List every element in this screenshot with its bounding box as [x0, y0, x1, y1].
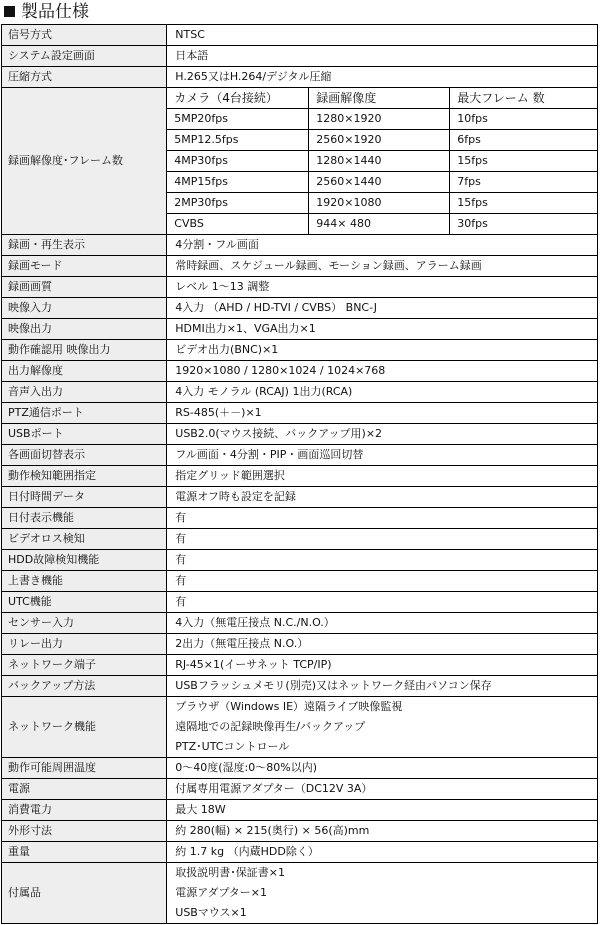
spec-label: UTC機能 [2, 592, 167, 613]
spec-label: 重量 [2, 842, 167, 863]
spec-label: 映像出力 [2, 319, 167, 340]
spec-row [2, 340, 598, 361]
spec-value: 最大 18W [167, 800, 598, 821]
spec-value: 有 [167, 529, 598, 550]
framerate-cell: 1920×1080 [309, 193, 450, 214]
spec-label: ネットワーク端子 [2, 655, 167, 676]
spec-row [2, 319, 598, 340]
spec-value: RS-485(＋－)×1 [167, 403, 598, 424]
spec-label: PTZ通信ポート [2, 403, 167, 424]
framerate-cell: 30fps [457, 217, 488, 230]
spec-value: 電源オフ時も設定を記録 [167, 487, 598, 508]
spec-row [2, 361, 598, 382]
spec-label: 録画画質 [2, 277, 167, 298]
spec-label: 出力解像度 [2, 361, 167, 382]
spec-value: 指定グリッド範囲選択 [167, 466, 598, 487]
spec-row [2, 571, 598, 592]
spec-row [2, 256, 598, 277]
spec-label: 動作確認用 映像出力 [2, 340, 167, 361]
spec-row [2, 235, 598, 256]
spec-label: 映像入力 [2, 298, 167, 319]
spec-label: 動作検知範囲指定 [2, 466, 167, 487]
spec-label: ビデオロス検知 [2, 529, 167, 550]
framerate-row [167, 193, 597, 214]
spec-label: USBポート [2, 424, 167, 445]
spec-label: 日付表示機能 [2, 508, 167, 529]
spec-value: NTSC [167, 25, 598, 46]
spec-value: レベル 1～13 調整 [167, 277, 598, 298]
spec-label: 外形寸法 [2, 821, 167, 842]
framerate-row [167, 214, 597, 235]
spec-value: 常時録画、スケジュール録画、モーション録画、アラーム録画 [167, 256, 598, 277]
spec-value: 付属専用電源アダプター（DC12V 3A） [167, 779, 598, 800]
spec-value [167, 863, 598, 924]
spec-label: センサー入力 [2, 613, 167, 634]
framerate-table [167, 88, 597, 234]
spec-label: 音声入出力 [2, 382, 167, 403]
spec-row [2, 67, 598, 88]
framerate-header-row [167, 88, 597, 109]
spec-value: 4入力 （AHD / HD-TVI / CVBS） BNC-J [167, 298, 598, 319]
spec-row [2, 613, 598, 634]
framerate-header-cell: カメラ（4台接続） [167, 88, 309, 109]
spec-label: HDD故障検知機能 [2, 550, 167, 571]
value-line: PTZ･UTCコントロール [175, 740, 290, 753]
spec-value: H.265又はH.264/デジタル圧縮 [167, 67, 598, 88]
framerate-cell: 1280×1920 [309, 109, 450, 130]
spec-row [2, 403, 598, 424]
spec-value: 約 1.7 kg （内蔵HDD除く） [167, 842, 598, 863]
spec-value: ビデオ出力(BNC)×1 [167, 340, 598, 361]
framerate-cell: 7fps [450, 172, 597, 193]
framerate-cell: 10fps [450, 109, 597, 130]
spec-value: USB2.0(マウス接続、バックアップ用)×2 [167, 424, 598, 445]
value-line: USBマウス×1 [175, 906, 247, 919]
spec-value: 有 [167, 571, 598, 592]
spec-row [2, 821, 598, 842]
spec-label: 消費電力 [2, 800, 167, 821]
spec-label: 各画面切替表示 [2, 445, 167, 466]
spec-row-accessories [2, 863, 598, 924]
spec-row [2, 842, 598, 863]
spec-value [167, 88, 598, 235]
spec-row [2, 550, 598, 571]
spec-value: 4入力 モノラル (RCAJ) 1出力(RCA) [167, 382, 598, 403]
spec-value: 2出力（無電圧接点 N.O.） [167, 634, 598, 655]
framerate-row [167, 172, 597, 193]
spec-row [2, 487, 598, 508]
spec-label: 日付時間データ [2, 487, 167, 508]
spec-row [2, 800, 598, 821]
spec-value: 4分割・フル画面 [167, 235, 598, 256]
framerate-cell: 1280×1440 [309, 151, 450, 172]
spec-value: USBフラッシュメモリ(別売)又はネットワーク経由パソコン保存 [167, 676, 598, 697]
spec-label: ネットワーク機能 [2, 697, 167, 758]
spec-row [2, 634, 598, 655]
spec-label: リレー出力 [2, 634, 167, 655]
framerate-row [167, 151, 597, 172]
spec-row [2, 529, 598, 550]
spec-table [1, 24, 598, 924]
spec-row [2, 676, 598, 697]
spec-value: 4入力（無電圧接点 N.C./N.O.） [167, 613, 598, 634]
framerate-cell: 2560×1440 [309, 172, 450, 193]
spec-row [2, 277, 598, 298]
value-line: 取扱説明書･保証書×1 [175, 866, 285, 879]
spec-label: 動作可能周囲温度 [2, 758, 167, 779]
framerate-cell: 15fps [450, 193, 597, 214]
framerate-row [167, 130, 597, 151]
spec-label: 圧縮方式 [2, 67, 167, 88]
spec-row [2, 466, 598, 487]
framerate-header-cell: 録画解像度 [309, 88, 450, 109]
spec-row [2, 298, 598, 319]
framerate-cell: 2560×1920 [309, 130, 450, 151]
framerate-cell: 5MP20fps [167, 109, 309, 130]
spec-row [2, 382, 598, 403]
spec-value [167, 697, 598, 758]
spec-label: システム設定画面 [2, 46, 167, 67]
value-line: 電源アダプター×1 [175, 886, 267, 899]
spec-label: 電源 [2, 779, 167, 800]
framerate-cell: 4MP30fps [167, 151, 309, 172]
framerate-cell: 5MP12.5fps [167, 130, 309, 151]
spec-label: 録画モード [2, 256, 167, 277]
spec-label: 録画解像度･フレーム数 [2, 88, 167, 235]
value-line: 遠隔地での記録映像再生/バックアップ [175, 720, 366, 733]
section-heading [0, 0, 600, 24]
section-title: 製品仕様 [21, 2, 89, 22]
spec-label: バックアップ方法 [2, 676, 167, 697]
spec-value: 約 280(幅) × 215(奥行) × 56(高)mm [167, 821, 598, 842]
value-line: ブラウザ（Windows IE）遠隔ライブ映像監視 [175, 700, 403, 713]
spec-value: 1920×1080 / 1280×1024 / 1024×768 [167, 361, 598, 382]
framerate-header-cell: 最大フレーム 数 [450, 88, 597, 109]
spec-row [2, 445, 598, 466]
spec-label: 信号方式 [2, 25, 167, 46]
spec-value: 日本語 [167, 46, 598, 67]
spec-row [2, 46, 598, 67]
spec-value: HDMI出力×1、VGA出力×1 [167, 319, 598, 340]
spec-label: 上書き機能 [2, 571, 167, 592]
spec-row [2, 25, 598, 46]
spec-row-framerate [2, 88, 598, 235]
spec-value: RJ-45×1(イーサネット TCP/IP) [167, 655, 598, 676]
spec-value: 有 [167, 508, 598, 529]
spec-value: フル画面・4分割・PIP・画面巡回切替 [167, 445, 598, 466]
spec-value: 有 [167, 550, 598, 571]
framerate-cell: 2MP30fps [167, 193, 309, 214]
spec-row [2, 424, 598, 445]
framerate-row [167, 109, 597, 130]
spec-row [2, 779, 598, 800]
black-square-icon [4, 6, 15, 17]
framerate-cell: 15fps [450, 151, 597, 172]
spec-value: 有 [167, 592, 598, 613]
spec-row [2, 592, 598, 613]
spec-label: 録画・再生表示 [2, 235, 167, 256]
spec-row [2, 508, 598, 529]
spec-value: 0～40度(湿度:0～80%以内) [167, 758, 598, 779]
framerate-cell: 4MP15fps [167, 172, 309, 193]
framerate-cell: CVBS [167, 214, 309, 235]
spec-row [2, 758, 598, 779]
spec-row [2, 655, 598, 676]
framerate-cell: 6fps [450, 130, 597, 151]
spec-label: 付属品 [2, 863, 167, 924]
spec-row-network [2, 697, 598, 758]
framerate-cell: 944× 480 [309, 214, 450, 235]
